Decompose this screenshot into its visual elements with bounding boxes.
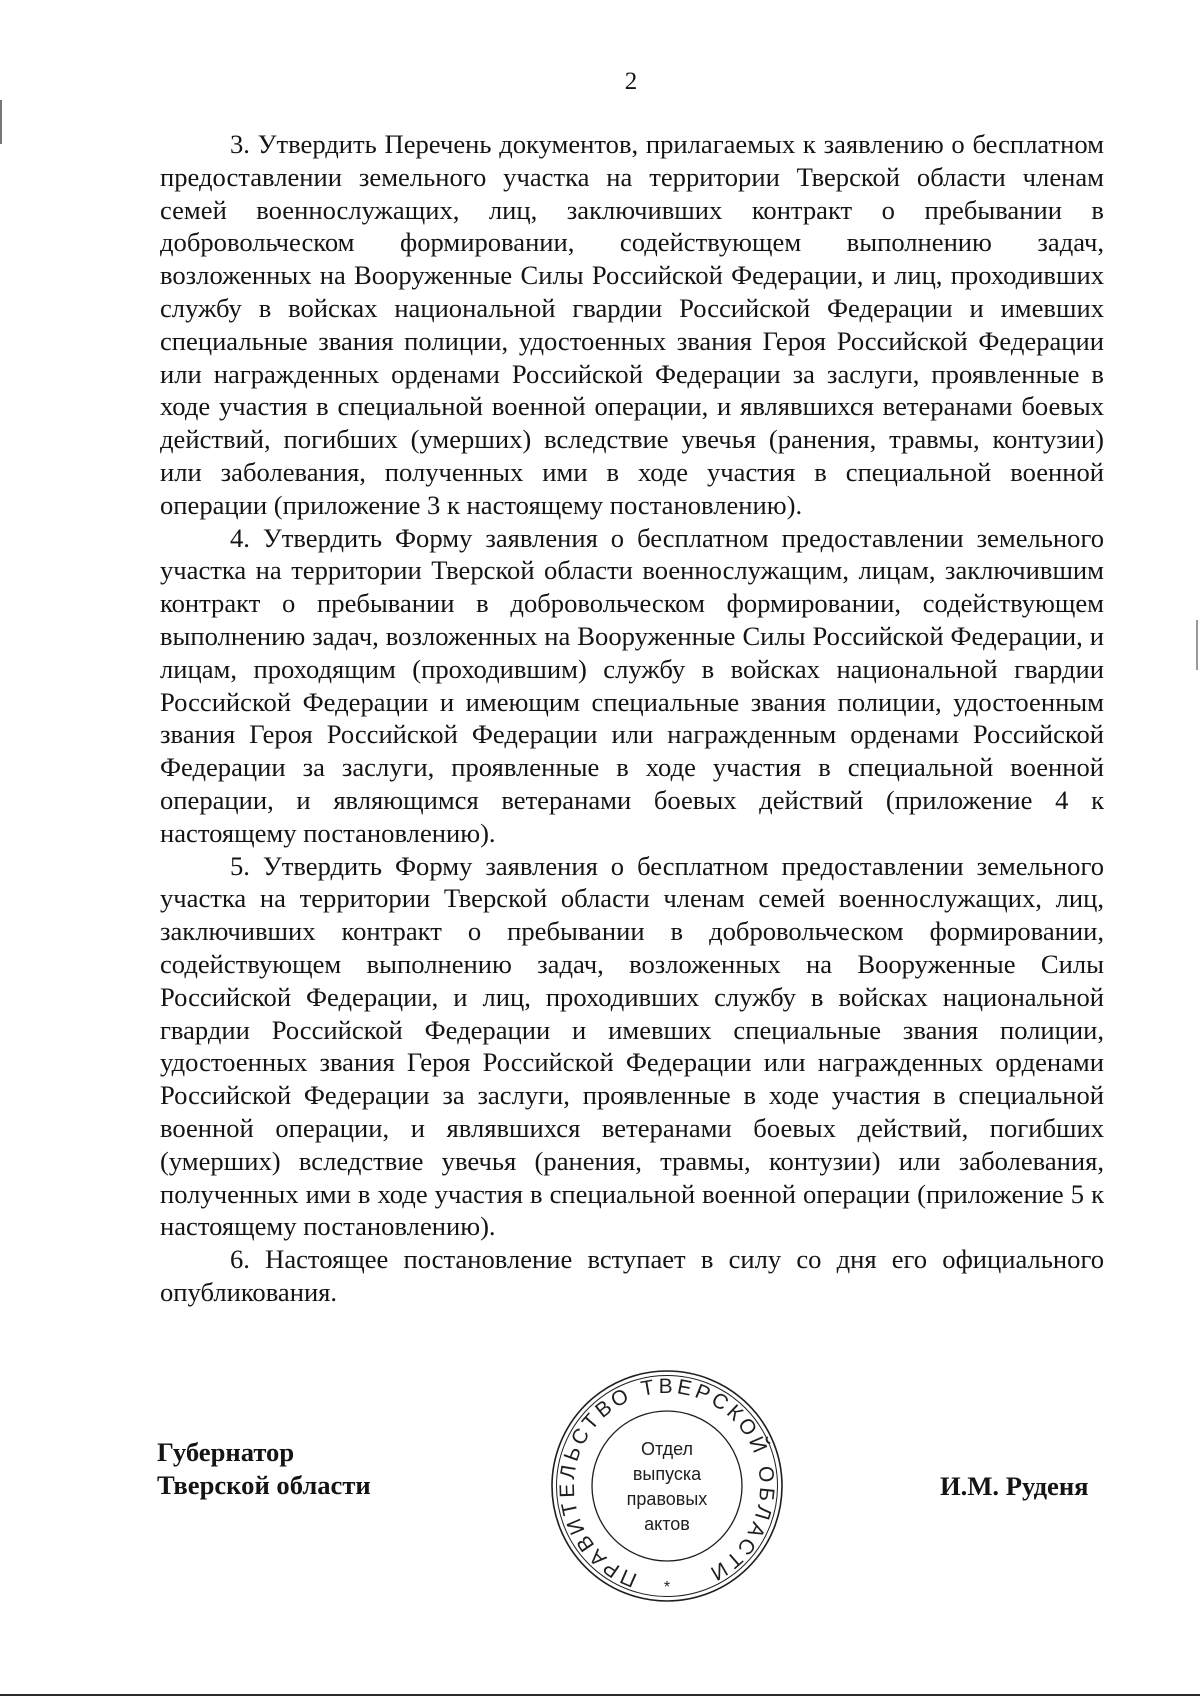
position-line-1: Губернатор (157, 1437, 295, 1467)
paragraph-3: 3. Утвердить Перечень документов, прилагаемых к заявлению о бесплатном предоставлении земельного участка на территории Тверской области членам семей военнослужащих, лиц, заключивших контракт о пребывании в добровольческом формировании, содействующем выполнению задач, возложенных на Вооруженные Силы Российской Федерации, и лиц, проходивших службу в войсках национальной гвардии Российской Федерации и имевших специальные звания полиции, удостоенных звания Героя Российской Федерации или награжденных орденами Российской Федерации за заслуги, проявленные в ходе участия в специальной военной операции, и являвшихся ветеранами боевых действий, погибших (умерших) вследствие увечья (ранения, травмы, контузии) или заболевания, полученных ими в ходе участия в специальной военной операции (приложение 3 к настоящему постановлению). (160, 129, 1104, 520)
seal-center-line-2: выпуска (632, 1464, 702, 1484)
signatory-position (157, 1436, 371, 1502)
paragraph-6: 6. Настоящее постановление вступает в силу со дня его официального опубликования. (160, 1244, 1104, 1307)
signatory-name: И.М. Руденя (940, 1471, 1089, 1501)
paragraph-4: 4. Утвердить Форму заявления о бесплатном предоставлении земельного участка на территории Тверской области военнослужащим, лицам, заключившим контракт о пребывании в добровольческом формировании, содействующем выполнению задач, возложенных на Вооруженные Силы Российской Федерации, и лицам, проходящим (проходившим) службу в войсках национальной гвардии Российской Федерации и имеющим специальные звания полиции, удостоенным звания Героя Российской Федерации или награжденным орденами Российской Федерации за заслуги, проявленные в ходе участия в специальной военной операции, и являющимся ветеранами боевых действий (приложение 4 к настоящему постановлению). (160, 522, 1104, 848)
page-number: 2 (624, 68, 638, 95)
bottom-scan-rule (0, 1694, 1200, 1696)
paragraph-5: 5. Утвердить Форму заявления о бесплатном предоставлении земельного участка на территории Тверской области членам семей военнослужащих, лиц, заключивших контракт о пребывании в добровольческом формировании, содействующем выполнению задач, возложенных на Вооруженные Силы Российской Федерации, и лиц, проходивших службу в войсках национальной гвардии Российской Федерации и имевших специальные звания полиции, удостоенных звания Героя Российской Федерации или награжденных орденами Российской Федерации за заслуги, проявленные в ходе участия в специальной военной операции, и являвшихся ветеранами боевых действий, погибших (умерших) вследствие увечья (ранения, травмы, контузии) или заболевания, полученных ими в ходе участия в специальной военной операции (приложение 5 к настоящему постановлению). (160, 850, 1104, 1242)
seal-star: * (663, 1579, 671, 1596)
scan-edge-mark-right (1196, 620, 1198, 670)
scan-edge-mark-left (0, 100, 2, 144)
seal-center-text (547, 1437, 787, 1537)
seal-ring-text: ПРАВИТЕЛЬСТВО ТВЕРСКОЙ ОБЛАСТИ (555, 1374, 779, 1592)
position-line-2: Тверской области (157, 1470, 371, 1500)
document-body (160, 128, 1104, 1309)
seal-center-line-1: Отдел (640, 1439, 694, 1459)
seal-center-line-3: правовых (626, 1489, 708, 1509)
seal-center-line-4: актов (644, 1514, 690, 1534)
